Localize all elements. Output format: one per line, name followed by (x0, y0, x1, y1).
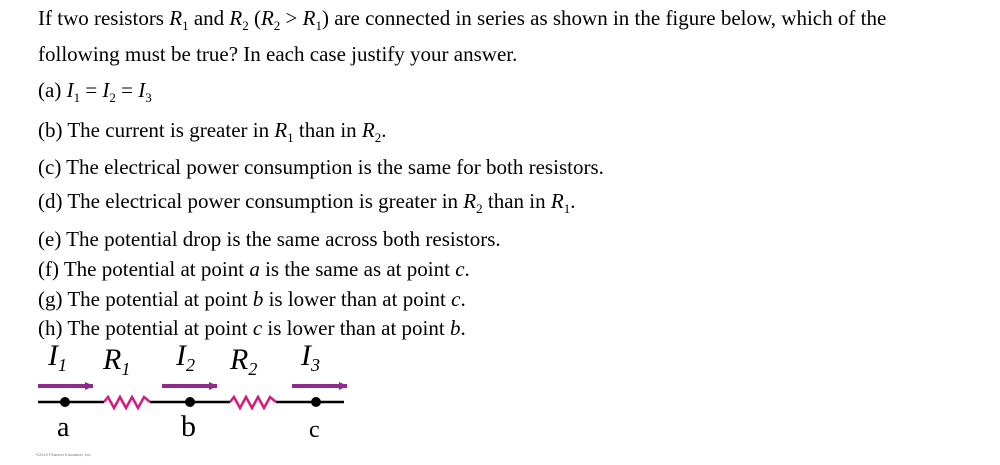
label-i1: $I_1$ (48, 339, 67, 375)
label-r2: $R_2$ (230, 343, 258, 379)
node-c (311, 397, 321, 407)
resistor-r1 (104, 397, 150, 408)
copyright-notice: ©2010 Pearson Education, Inc. (36, 452, 92, 457)
intro-text: If two resistors (38, 6, 164, 30)
r2-symbol: $R_2$ (229, 6, 249, 33)
intro-and: and (193, 6, 225, 30)
option-d: (d) The electrical power consumption is greater in $R_2$ than in $R_1$. (38, 189, 576, 216)
label-point-c: c (309, 417, 320, 443)
label-point-a: a (57, 412, 70, 443)
node-a (60, 397, 70, 407)
option-a: (a) $I_1 = I_2 = I_3$ (38, 78, 152, 105)
label-point-b: b (181, 410, 196, 443)
intro-text-cont: are connected in series as shown in the figure below, which of the (334, 6, 887, 30)
condition: $(R_2 > R_1)$ (253, 6, 329, 33)
node-b (185, 397, 195, 407)
label-r1: $R_1$ (103, 343, 131, 379)
option-c: (c) The electrical power consumption is the same for both resistors. (38, 155, 604, 179)
r1-symbol: $R_1$ (169, 6, 189, 33)
option-g: (g) The potential at point b is lower than at point c. (38, 287, 466, 311)
option-h: (h) The potential at point c is lower than at point b. (38, 316, 466, 340)
resistor-r2 (230, 397, 276, 408)
option-f: (f) The potential at point a is the same as at point c. (38, 257, 470, 281)
label-i2: $I_2$ (176, 339, 195, 375)
question-intro-line-2: following must be true? In each case justify your answer. (38, 42, 518, 66)
label-i3: $I_3$ (301, 339, 320, 375)
option-b: (b) The current is greater in $R_1$ than in $R_2$. (38, 118, 387, 145)
option-e: (e) The potential drop is the same across both resistors. (38, 227, 501, 251)
